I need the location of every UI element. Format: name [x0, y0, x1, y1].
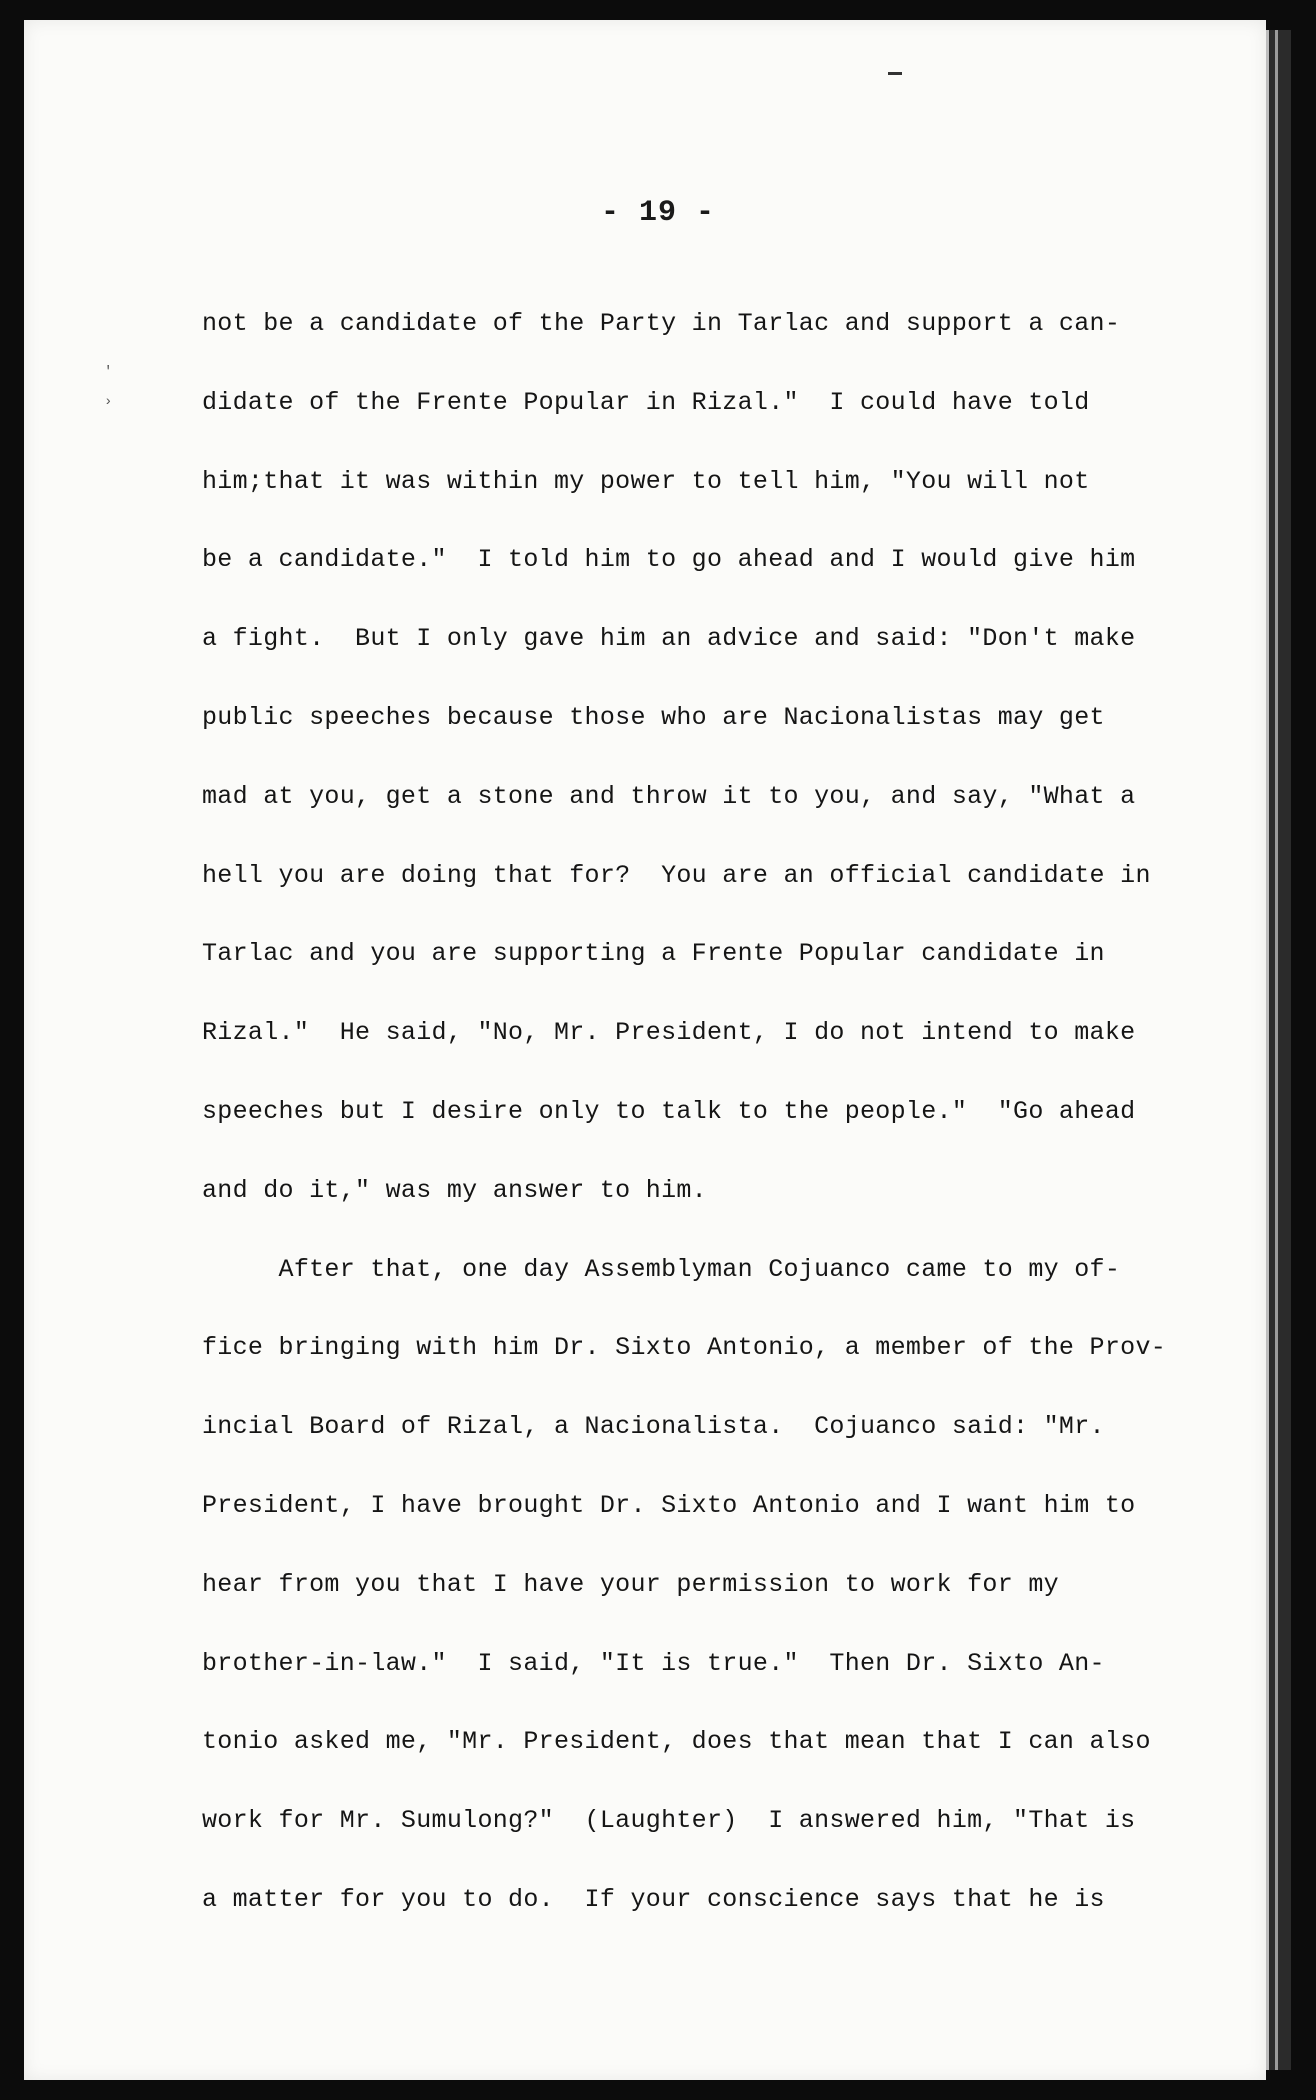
text-line: didate of the Frente Popular in Rizal." I could have told	[202, 387, 1090, 417]
text-line: Rizal." He said, "No, Mr. President, I do not intend to make	[202, 1018, 1136, 1048]
margin-mark: ›	[104, 394, 113, 410]
text-line: be a candidate." I told him to go ahead and I would give him	[202, 545, 1136, 575]
stray-mark	[888, 72, 902, 75]
text-line: and do it," was my answer to him.	[202, 1175, 707, 1205]
text-line: fice bringing with him Dr. Sixto Antonio, a member of the Prov-	[202, 1333, 1167, 1363]
text-line: a matter for you to do. If your conscience says that he is	[202, 1884, 1105, 1914]
text-line: hear from you that I have your permission to work for my	[202, 1569, 1059, 1599]
paper-edge	[1266, 30, 1291, 2070]
text-line: mad at you, get a stone and throw it to you, and say, "What a	[202, 781, 1136, 811]
text-line: After that, one day Assemblyman Cojuanco came to my of-	[202, 1254, 1121, 1284]
page-number: - 19 -	[600, 196, 716, 230]
text-line: work for Mr. Sumulong?" (Laughter) I answered him, "That is	[202, 1806, 1136, 1836]
text-line: him;that it was within my power to tell him, "You will not	[202, 466, 1090, 496]
text-line: public speeches because those who are Nacionalistas may get	[202, 702, 1105, 732]
text-line: incial Board of Rizal, a Nacionalista. Cojuanco said: "Mr.	[202, 1412, 1105, 1442]
text-line: speeches but I desire only to talk to the people." "Go ahead	[202, 1096, 1136, 1126]
text-line: Tarlac and you are supporting a Frente Popular candidate in	[202, 939, 1105, 969]
text-line: not be a candidate of the Party in Tarlac and support a can-	[202, 309, 1121, 338]
body-text	[202, 298, 1202, 1953]
text-line: tonio asked me, "Mr. President, does that mean that I can also	[202, 1727, 1151, 1757]
text-line: hell you are doing that for? You are an official candidate in	[202, 860, 1151, 890]
text-line: a fight. But I only gave him an advice and said: "Don't make	[202, 624, 1136, 654]
text-line: brother-in-law." I said, "It is true." Then Dr. Sixto An-	[202, 1648, 1105, 1678]
margin-mark: '	[104, 364, 113, 380]
text-line: President, I have brought Dr. Sixto Antonio and I want him to	[202, 1490, 1136, 1520]
